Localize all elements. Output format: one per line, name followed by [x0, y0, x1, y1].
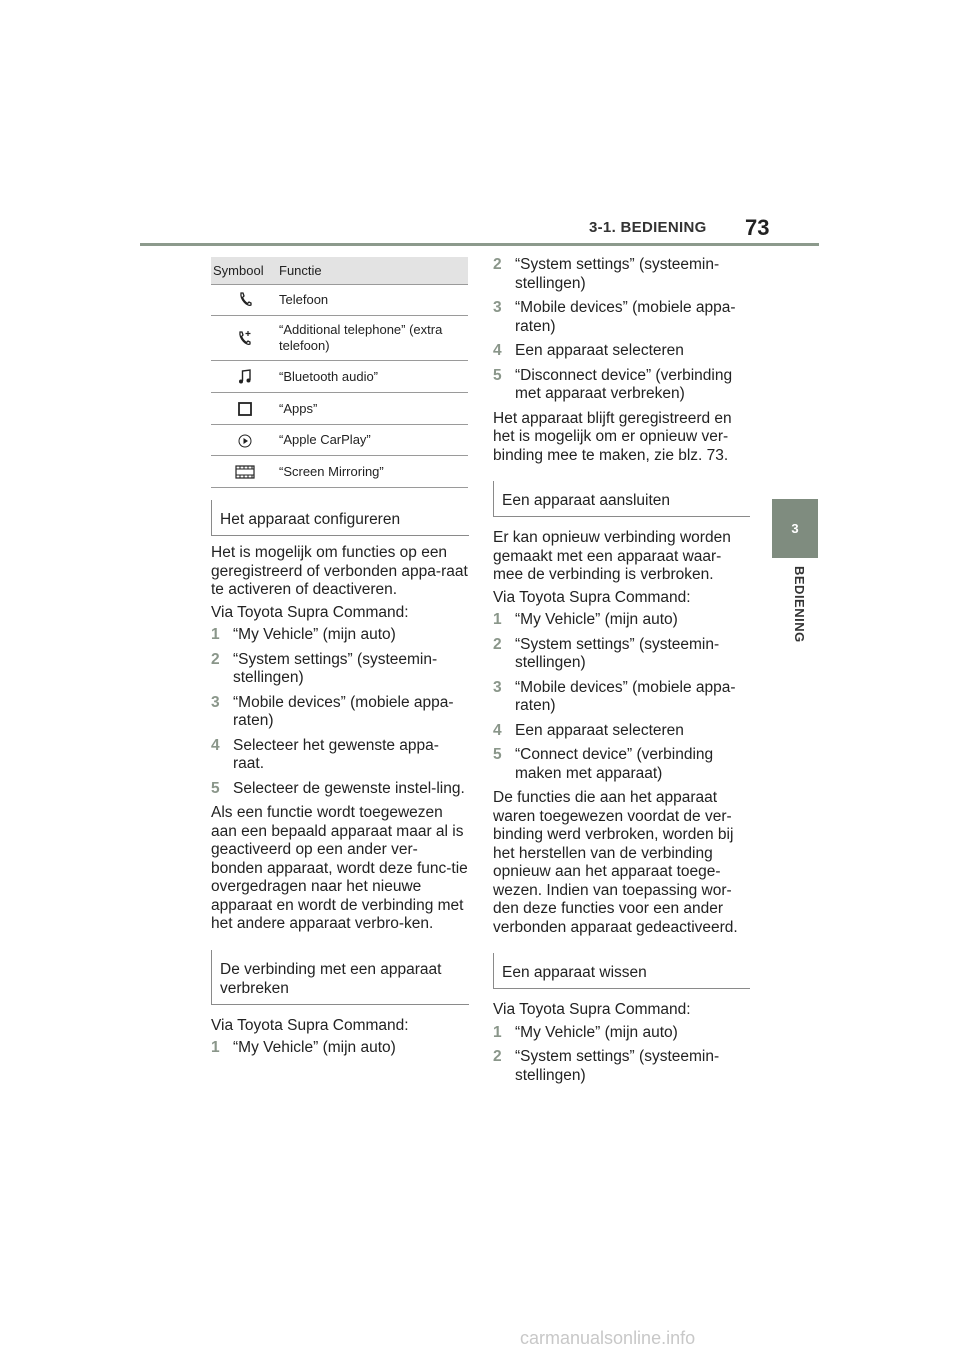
- paragraph: Als een functie wordt toegewezen aan een bepaald apparaat maar al is geactiveerd op een ander ver-bonden apparaat, wordt deze func-tie overgedragen naar het nieuwe apparaat en wordt de verbinding met het andere apparaat verbro-ken.: [211, 804, 468, 932]
- step-number: 4: [211, 736, 220, 754]
- list-item: [493, 679, 750, 716]
- right-column: [493, 256, 750, 1091]
- step-text: “System settings” (systeemin-stellingen): [233, 650, 438, 686]
- list-item: [493, 1048, 750, 1085]
- step-text: “My Vehicle” (mijn auto): [233, 1039, 396, 1056]
- via-command: Via Toyota Supra Command:: [493, 588, 691, 606]
- step-text: “My Vehicle” (mijn auto): [233, 626, 396, 643]
- step-text: “My Vehicle” (mijn auto): [515, 611, 678, 628]
- paragraph: Het is mogelijk om functies op een geregistreerd of verbonden appa-raat te activeren of deactiveren.: [211, 544, 468, 598]
- step-text: “System settings” (systeemin-stellingen): [515, 1048, 720, 1084]
- section-title: 3-1. BEDIENING: [589, 219, 707, 236]
- list-item: [493, 1024, 750, 1043]
- carplay-play-icon: [211, 425, 279, 456]
- step-number: 1: [211, 626, 220, 643]
- step-number: 1: [493, 611, 502, 628]
- list-item: [211, 1039, 469, 1058]
- left-column: [211, 500, 469, 1064]
- list-item: [493, 722, 750, 741]
- chapter-tab: 3: [772, 499, 818, 558]
- step-text: “Connect device” (verbinding maken met apparaat): [515, 746, 714, 782]
- heading-connect: Een apparaat aansluiten: [493, 481, 750, 517]
- step-text: Een apparaat selecteren: [515, 342, 684, 359]
- table-row: [211, 361, 468, 393]
- table-row: [211, 285, 468, 316]
- step-number: 1: [211, 1039, 220, 1056]
- table-cell-label: “Screen Mirroring”: [279, 456, 468, 488]
- step-number: 5: [493, 366, 502, 384]
- list-item: [211, 737, 469, 774]
- step-text: “Disconnect device” (verbinding met apparaat verbreken): [515, 366, 733, 402]
- via-command: Via Toyota Supra Command:: [211, 603, 409, 621]
- table-cell-label: “Bluetooth audio”: [279, 361, 468, 393]
- table-row: [211, 316, 468, 361]
- col-symbol-header: Symbool: [211, 257, 279, 285]
- step-number: 2: [211, 650, 220, 668]
- list-item: [211, 780, 469, 799]
- table-row: [211, 393, 468, 425]
- step-text: “My Vehicle” (mijn auto): [515, 1023, 678, 1041]
- music-note-icon: [211, 361, 279, 393]
- table-cell-label: “Apple CarPlay”: [279, 425, 468, 456]
- list-item: [493, 611, 750, 630]
- step-text: “Mobile devices” (mobiele appa-raten): [233, 693, 454, 729]
- step-text: Een apparaat selecteren: [515, 721, 684, 739]
- step-text: “Mobile devices” (mobiele appa-raten): [515, 299, 736, 335]
- step-number: 2: [493, 635, 502, 653]
- list-item: [211, 694, 469, 731]
- via-command: Via Toyota Supra Command:: [211, 1016, 409, 1034]
- step-number: 2: [493, 256, 502, 273]
- step-number: 3: [493, 299, 502, 316]
- list-item: [493, 299, 750, 336]
- paragraph: Het apparaat blijft geregistreerd en het is mogelijk om er opnieuw ver-binding mee te maken, zie blz. 73.: [493, 409, 732, 464]
- additional-phone-icon: [211, 316, 279, 361]
- step-number: 3: [493, 678, 502, 696]
- heading-disconnect: De verbinding met een apparaat verbreken: [211, 950, 469, 1005]
- heading-configure: Het apparaat configureren: [211, 500, 469, 536]
- table-cell-label: “Additional telephone” (extra telefoon): [279, 316, 468, 361]
- watermark: carmanualsonline.info: [520, 1328, 696, 1348]
- list-item: [493, 256, 750, 293]
- step-number: 1: [493, 1023, 502, 1041]
- list-item: [493, 636, 750, 673]
- chapter-side-label: BEDIENING: [792, 566, 807, 643]
- list-item: [211, 626, 469, 645]
- table-header-row: [211, 257, 468, 285]
- heading-delete: Een apparaat wissen: [493, 953, 750, 989]
- table-row: [211, 456, 468, 488]
- page-number: 73: [745, 215, 770, 240]
- step-text: “Mobile devices” (mobiele appa-raten): [515, 678, 736, 714]
- step-number: 2: [493, 1048, 502, 1065]
- step-number: 5: [493, 746, 502, 763]
- step-number: 3: [211, 693, 220, 711]
- list-item: [211, 651, 469, 688]
- step-text: Selecteer het gewenste appa-raat.: [233, 736, 439, 772]
- screen-mirroring-icon: [211, 456, 279, 488]
- step-number: 5: [211, 779, 220, 797]
- via-command: Via Toyota Supra Command:: [493, 1001, 691, 1018]
- step-number: 4: [493, 342, 502, 359]
- step-text: “System settings” (systeemin-stellingen): [515, 635, 720, 671]
- apps-square-icon: [211, 393, 279, 425]
- step-text: “System settings” (systeemin-stellingen): [515, 256, 720, 292]
- table-cell-label: “Apps”: [279, 393, 468, 425]
- paragraph: Er kan opnieuw verbinding worden gemaakt met een apparaat waar-mee de verbinding is verbroken.: [493, 529, 731, 583]
- table-cell-label: Telefoon: [279, 285, 468, 316]
- phone-icon: [211, 285, 279, 316]
- table-row: [211, 425, 468, 456]
- step-text: Selecteer de gewenste instel-ling.: [233, 779, 465, 797]
- list-item: [493, 367, 750, 404]
- col-function-header: Functie: [279, 257, 468, 285]
- list-item: [493, 746, 750, 783]
- header-rule: [140, 243, 819, 246]
- step-number: 4: [493, 721, 502, 739]
- paragraph: De functies die aan het apparaat waren toegewezen voordat de ver-binding werd verbroken, worden bij het herstellen van de verbinding opnieuw aan het apparaat toege-wezen. Indien van toepassing wor-den deze functies voor een ander verbonden apparaat gedeactiveerd.: [493, 789, 738, 936]
- symbol-table: [211, 257, 468, 488]
- list-item: [493, 342, 750, 361]
